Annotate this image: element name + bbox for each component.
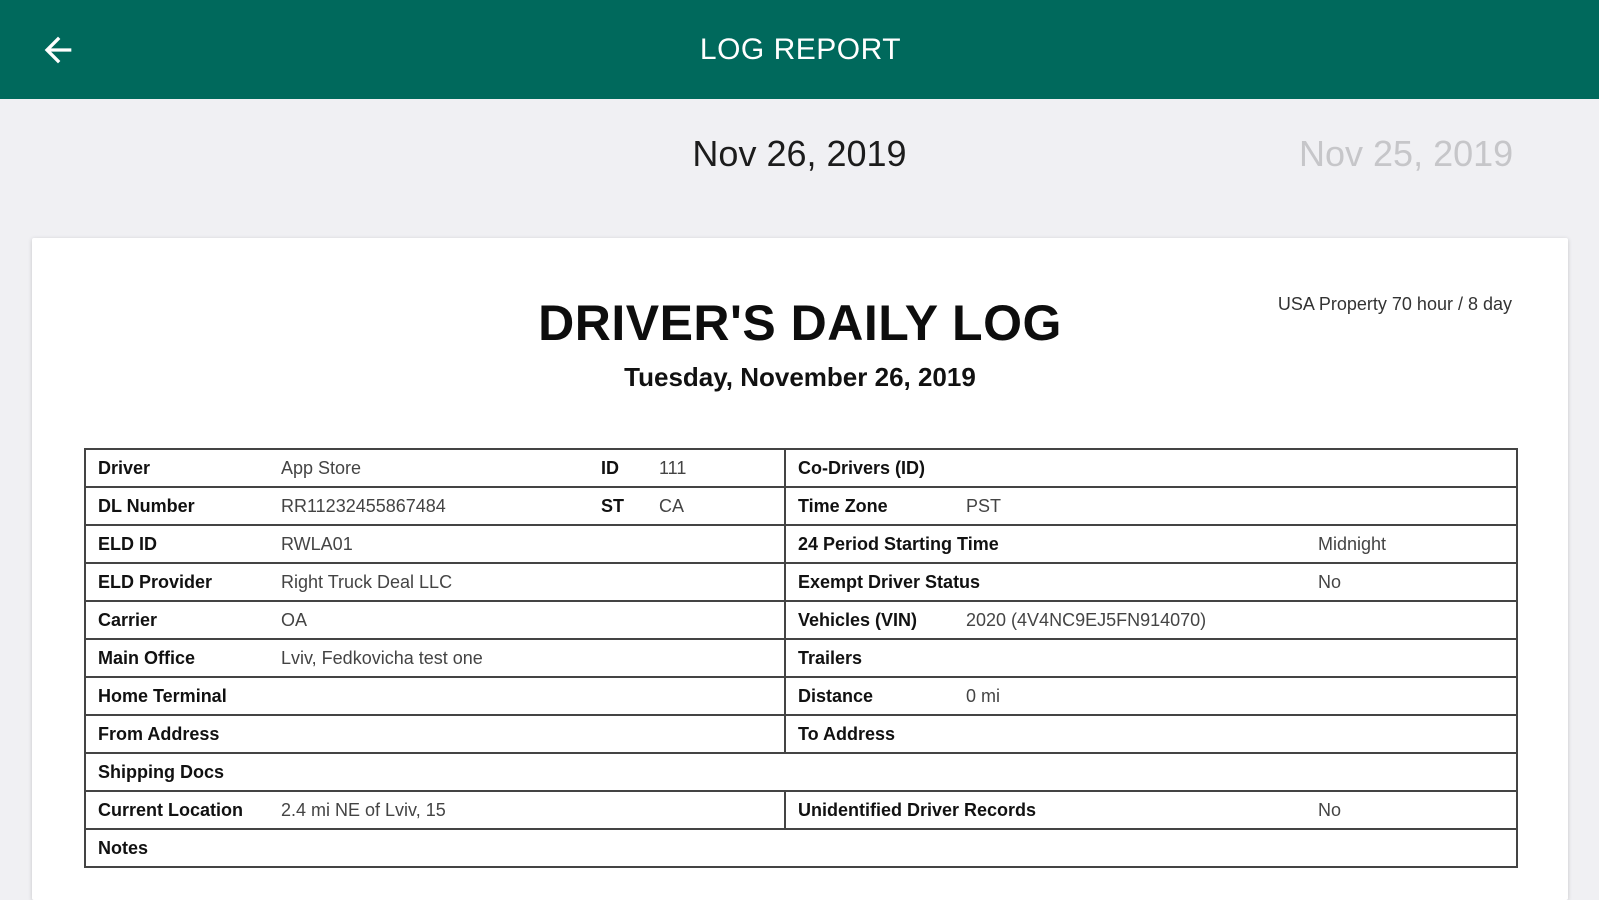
- eld-provider-cell: [85, 563, 785, 601]
- period-start-label: 24 Period Starting Time: [798, 533, 999, 554]
- hours-rule: USA Property 70 hour / 8 day: [1277, 294, 1512, 314]
- time-zone-label: Time Zone: [798, 495, 888, 516]
- distance-cell: [785, 677, 1517, 715]
- current-location-label: Current Location: [98, 799, 244, 820]
- home-terminal-cell: [85, 677, 785, 715]
- eld-id-cell: [85, 525, 785, 563]
- time-zone-cell: [785, 487, 1517, 525]
- arrow-left-icon: [38, 30, 78, 70]
- shipping-docs-cell: [85, 753, 1517, 791]
- log-details-table: [84, 448, 1518, 868]
- page-title: LOG REPORT: [699, 32, 902, 66]
- driver-cell: [85, 449, 785, 487]
- table-row: [85, 715, 1517, 753]
- table-row: [85, 677, 1517, 715]
- back-button[interactable]: [30, 25, 86, 75]
- unidentified-records-label: Unidentified Driver Records: [798, 799, 1037, 820]
- to-address-cell: [785, 715, 1517, 753]
- log-date: Tuesday, November 26, 2019: [624, 362, 976, 392]
- distance-label: Distance: [798, 685, 874, 706]
- home-terminal-label: Home Terminal: [98, 685, 227, 706]
- to-address-label: To Address: [798, 723, 896, 744]
- table-row: [85, 639, 1517, 677]
- exempt-status-value: No: [1318, 571, 1342, 592]
- date-selector: [0, 99, 1599, 234]
- id-label: ID: [601, 457, 619, 478]
- main-office-cell: [85, 639, 785, 677]
- distance-value: 0 mi: [966, 685, 1001, 706]
- exempt-status-cell: [785, 563, 1517, 601]
- trailers-label: Trailers: [798, 647, 863, 668]
- unidentified-records-cell: [785, 791, 1517, 829]
- vehicles-value: 2020 (4V4NC9EJ5FN914070): [966, 609, 1207, 630]
- id-value: 111: [659, 457, 687, 478]
- table-row: [85, 487, 1517, 525]
- unidentified-records-value: No: [1318, 799, 1342, 820]
- table-row: [85, 753, 1517, 791]
- period-start-value: Midnight: [1318, 533, 1387, 554]
- previous-date[interactable]: Nov 25, 2019: [1299, 133, 1514, 174]
- from-address-cell: [85, 715, 785, 753]
- period-start-cell: [785, 525, 1517, 563]
- main-office-value: Lviv, Fedkovicha test one: [281, 647, 483, 668]
- table-row: [85, 829, 1517, 867]
- carrier-value: OA: [281, 609, 308, 630]
- main-office-label: Main Office: [98, 647, 196, 668]
- co-drivers-label: Co-Drivers (ID): [798, 457, 926, 478]
- table-row: [85, 791, 1517, 829]
- current-location-cell: [85, 791, 785, 829]
- dl-number-cell: [85, 487, 785, 525]
- vehicles-label: Vehicles (VIN): [798, 609, 918, 630]
- log-card: [32, 238, 1568, 900]
- st-label: ST: [601, 495, 625, 516]
- table-row: [85, 601, 1517, 639]
- dl-number-value: RR11232455867484: [281, 495, 446, 516]
- notes-cell: [85, 829, 1517, 867]
- eld-id-value: RWLA01: [281, 533, 353, 554]
- notes-label: Notes: [98, 837, 149, 858]
- dl-number-label: DL Number: [98, 495, 195, 516]
- carrier-cell: [85, 601, 785, 639]
- eld-id-label: ELD ID: [98, 533, 158, 554]
- driver-value: App Store: [281, 457, 362, 478]
- exempt-status-label: Exempt Driver Status: [798, 571, 981, 592]
- eld-provider-label: ELD Provider: [98, 571, 213, 592]
- st-value: CA: [659, 495, 685, 516]
- current-date[interactable]: Nov 26, 2019: [692, 133, 907, 174]
- current-location-value: 2.4 mi NE of Lviv, 15: [281, 799, 446, 820]
- app-bar: [0, 0, 1599, 99]
- table-row: [85, 563, 1517, 601]
- carrier-label: Carrier: [98, 609, 158, 630]
- from-address-label: From Address: [98, 723, 220, 744]
- table-row: [85, 525, 1517, 563]
- driver-label: Driver: [98, 457, 151, 478]
- vehicles-cell: [785, 601, 1517, 639]
- trailers-cell: [785, 639, 1517, 677]
- log-title: DRIVER'S DAILY LOG: [538, 295, 1062, 351]
- shipping-docs-label: Shipping Docs: [98, 761, 224, 782]
- time-zone-value: PST: [966, 495, 1002, 516]
- co-drivers-cell: [785, 449, 1517, 487]
- eld-provider-value: Right Truck Deal LLC: [281, 571, 453, 592]
- table-row: [85, 449, 1517, 487]
